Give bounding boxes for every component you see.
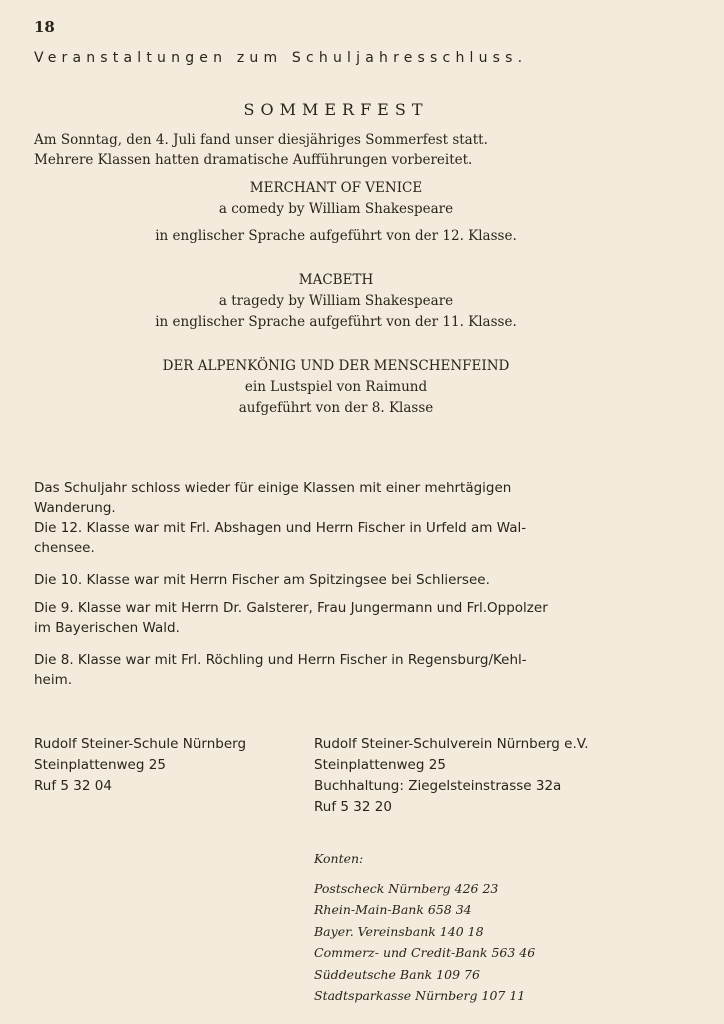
play-title: DER ALPENKÖNIG UND DER MENSCHENFEIND [162, 358, 510, 374]
play-title: MACBETH [298, 272, 374, 288]
account-line: Süddeutsche Bank 109 76 [314, 966, 480, 982]
bank-accounts [314, 848, 535, 1007]
account-line: Bayer. Vereinsbank 140 18 [314, 923, 484, 939]
play-performer: aufgeführt von der 8. Klasse [238, 400, 434, 416]
play-macbeth [0, 270, 672, 333]
address-line: Ruf 5 32 04 [34, 778, 112, 794]
intro-line: Am Sonntag, den 4. Juli fand unser diesjähriges Sommerfest statt. [34, 132, 488, 148]
paragraph-line: Wanderung. [34, 500, 116, 516]
paragraph-klasse-9 [34, 598, 644, 638]
intro-line: Mehrere Klassen hatten dramatische Aufführungen vorbereitet. [34, 152, 473, 168]
page-number: 18 [34, 18, 55, 36]
page-header: Veranstaltungen zum Schuljahresschluss. [34, 50, 528, 66]
address-line: Steinplattenweg 25 [34, 757, 166, 773]
paragraph-line: Die 12. Klasse war mit Frl. Abshagen und Herrn Fischer in Urfeld am Wal- [34, 520, 527, 536]
schoolvereine-address [314, 734, 589, 818]
section-title: SOMMERFEST [243, 100, 429, 119]
play-performer: in englischer Sprache aufgeführt von der 12. Klasse. [155, 228, 517, 244]
paragraph-line: Die 10. Klasse war mit Herrn Fischer am Spitzingsee bei Schliersee. [34, 572, 490, 588]
play-alpenkoenig [0, 356, 672, 419]
account-line: Stadtsparkasse Nürnberg 107 11 [314, 988, 526, 1003]
paragraph-line: Die 8. Klasse war mit Frl. Röchling und Herrn Fischer in Regensburg/Kehl- [34, 652, 527, 668]
address-line: Buchhaltung: Ziegelsteinstrasse 32a [314, 778, 562, 794]
paragraph-line: Die 9. Klasse war mit Herrn Dr. Galsterer, Frau Jungermann und Frl.Oppolzer [34, 600, 548, 616]
intro-text [34, 130, 644, 170]
play-subtitle: a comedy by William Shakespeare [218, 201, 454, 217]
paragraph-line: heim. [34, 672, 73, 688]
paragraph-klasse-10 [34, 570, 644, 590]
play-subtitle: a tragedy by William Shakespeare [218, 293, 454, 309]
address-line: Ruf 5 32 20 [314, 799, 392, 815]
play-title: MERCHANT OF VENICE [249, 180, 423, 196]
address-line: Rudolf Steiner-Schulverein Nürnberg e.V. [314, 736, 589, 752]
address-line: Rudolf Steiner-Schule Nürnberg [34, 736, 247, 752]
account-line: Rhein-Main-Bank 658 34 [314, 902, 472, 917]
school-address [34, 734, 246, 797]
paragraph-line: Das Schuljahr schloss wieder für einige Klassen mit einer mehrtägigen [34, 480, 512, 496]
play-performer: in englischer Sprache aufgeführt von der 11. Klasse. [155, 314, 517, 330]
paragraph-klasse-8 [34, 650, 644, 690]
play-subtitle: ein Lustspiel von Raimund [244, 379, 428, 395]
paragraph-line: chensee. [34, 540, 95, 556]
account-line: Commerz- und Credit-Bank 563 46 [314, 945, 536, 960]
address-line: Steinplattenweg 25 [314, 757, 446, 773]
accounts-heading: Konten: [314, 851, 364, 866]
paragraph-wanderung [34, 478, 644, 518]
account-line: Postscheck Nürnberg 426 23 [314, 880, 499, 896]
paragraph-klasse-12 [34, 518, 644, 558]
paragraph-line: im Bayerischen Wald. [34, 620, 180, 636]
play-merchant-of-venice [0, 178, 672, 247]
